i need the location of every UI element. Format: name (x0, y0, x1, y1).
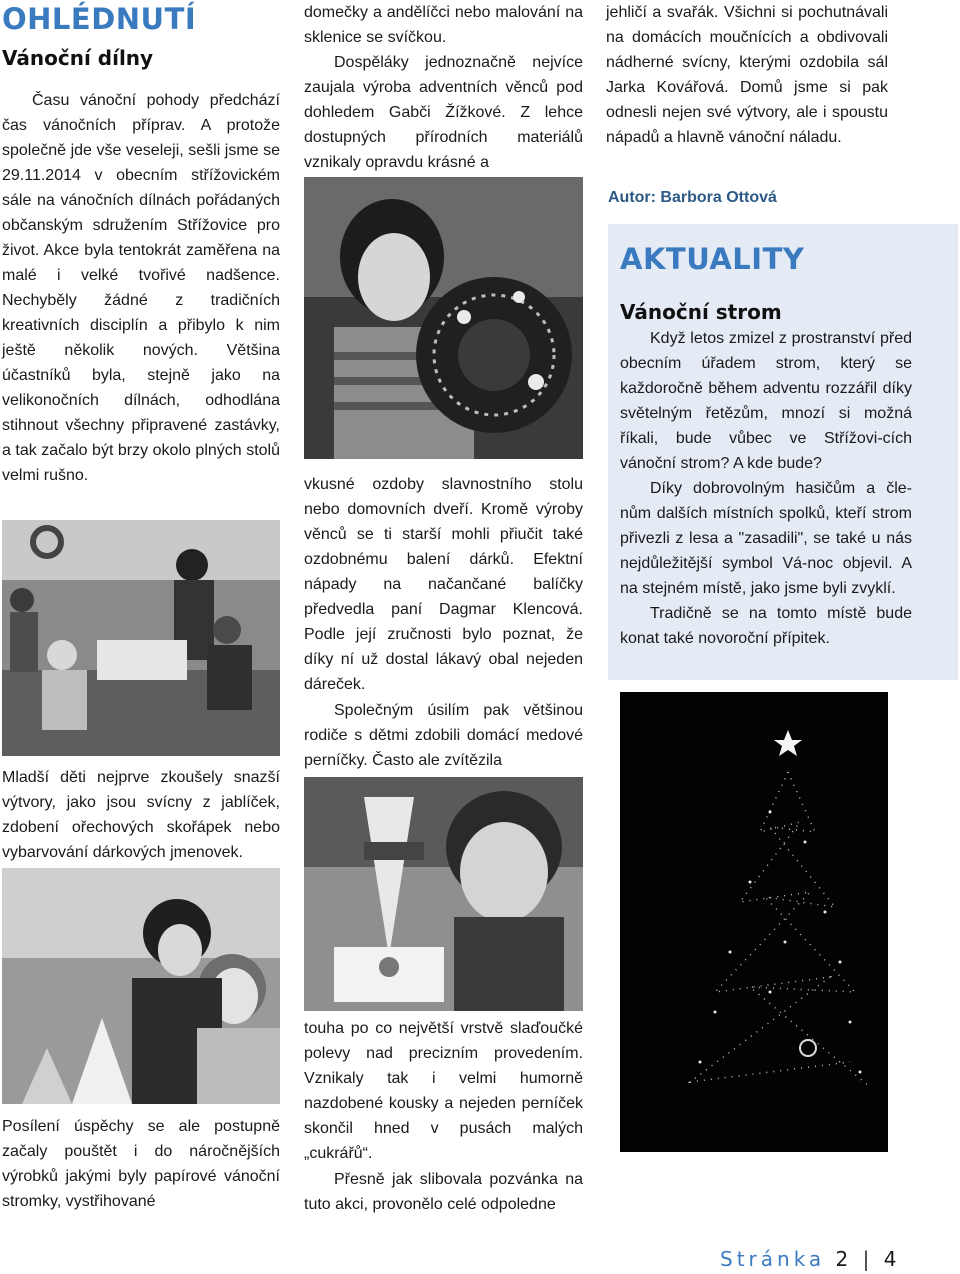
article-title: Vánoční dílny (2, 46, 154, 70)
page-separator: | (862, 1247, 874, 1271)
aktuality-box (608, 224, 958, 680)
article-paragraph: Mladší děti nejprve zkoušely snazší výtvory, jako jsou svícny z jablíček, zdobení ořechových skořápek nebo vybarvování dárkových jmenovek. (2, 769, 280, 861)
article-paragraph: Posílení úspěchy se ale postupně začaly pouštět i do náročnějších výrobků jakými byly papírové vánoční stromky, vystřihované (2, 1118, 280, 1210)
page-total: 4 (883, 1247, 901, 1271)
article-paragraph: Času vánoční pohody předchází čas vánočních příprav. A protože společně jde vše veseleji, sešli jsme se 29.11.2014 v obecním střížovickém sále na vánočních dílnách pořádaných občanským sdružením Střížovice pro život. Akce byla tentokrát zaměřena na malé i velké tvořivé nadšence. Nechyběly žádné z tradičních kreativních disciplín a přibylo k nim ještě několik nových. Většina účastníků byla, stejně jako na velikonočních dílnách, odhodlána stihnout všechny připravené zastávky, a tak začalo být brzy okolo plných stolů velmi rušno. (2, 92, 280, 484)
article-paragraph: Když letos zmizel z prostranství před obecním úřadem strom, který se každoročně během adventu rozzářil díky světelným řetězům, mnozí si možná říkali, bude vůbec ve Střížovi-cích vánoční strom? A kde bude? (620, 330, 912, 472)
article-paragraph: Dospěláky jednoznačně nejvíce zaujala výroba adventních věnců pod dohledem Gabči Žížkové. Z lehce dostupných přírodních materiálů vznikaly opravdu krásné a (304, 54, 583, 171)
article-paragraph: jehličí a svařák. Všichni si pochutnávali na domácích moučnících a obdivovali nádherné svícny, kterými ozdobila sál Jarka Kovářová. Domů jsme si pak odnesli nejen své výtvory, ale i spoustu nápadů a hlavně vánoční náladu. (606, 4, 888, 146)
article-paragraph: domečky a andělíčci nebo malování na sklenice se svíčkou. (304, 4, 583, 46)
mother-daughter-photo (2, 868, 280, 1104)
article-title: Vánoční strom (620, 300, 782, 324)
section-title-aktuality: AKTUALITY (620, 242, 805, 276)
advent-wreath-photo (304, 177, 583, 459)
page-footer (720, 1247, 900, 1271)
page-label: Stránka (720, 1247, 826, 1271)
section-title-ohlednuti: OHLÉDNUTÍ (2, 2, 197, 36)
page-number: 2 (835, 1247, 853, 1271)
article-paragraph: touha po co největší vrstvě slaďoučké polevy nad precizním provedením. Vznikaly tak i velmi humorně nazdobené kousky a nejeden perníček skončil hned v pusách malých „cukrářů“. (304, 1020, 583, 1162)
article-author: Autor: Barbora Ottová (608, 189, 777, 206)
article-paragraph: Tradičně se na tomto místě bude konat také novoroční přípitek. (620, 605, 912, 647)
article-paragraph: vkusné ozdoby slavnostního stolu nebo domovních dveří. Kromě výroby věnců se ti starší mohli přiučit také ozdobnému balení dárků. Efektní nápady na načančané balíčky předvedla paní Dagmar Klencová. Podle její zručnosti bylo poznat, že díky ní už dostal lákavý obal nejeden dáreček. (304, 476, 583, 693)
article-paragraph: Přesně jak slibovala pozvánka na tuto akci, provonělo celé odpoledne (304, 1171, 583, 1213)
christmas-tree-photo (620, 692, 888, 1152)
article-paragraph: Společným úsilím pak většinou rodiče s dětmi zdobili domácí medové perníčky. Často ale zvítězila (304, 702, 583, 769)
workshop-photo (2, 520, 280, 756)
column-1 (2, 2, 280, 488)
gingerbread-decorating-photo (304, 777, 583, 1011)
article-paragraph: Díky dobrovolným hasičům a čle-nům dalších místních spolků, kteří strom přivezli z lesa a "zasadili", se také u nás nejdůležitější symbol Vá-noc objevil. A na stejném místě, jako jsme byli zvyklí. (620, 480, 912, 597)
